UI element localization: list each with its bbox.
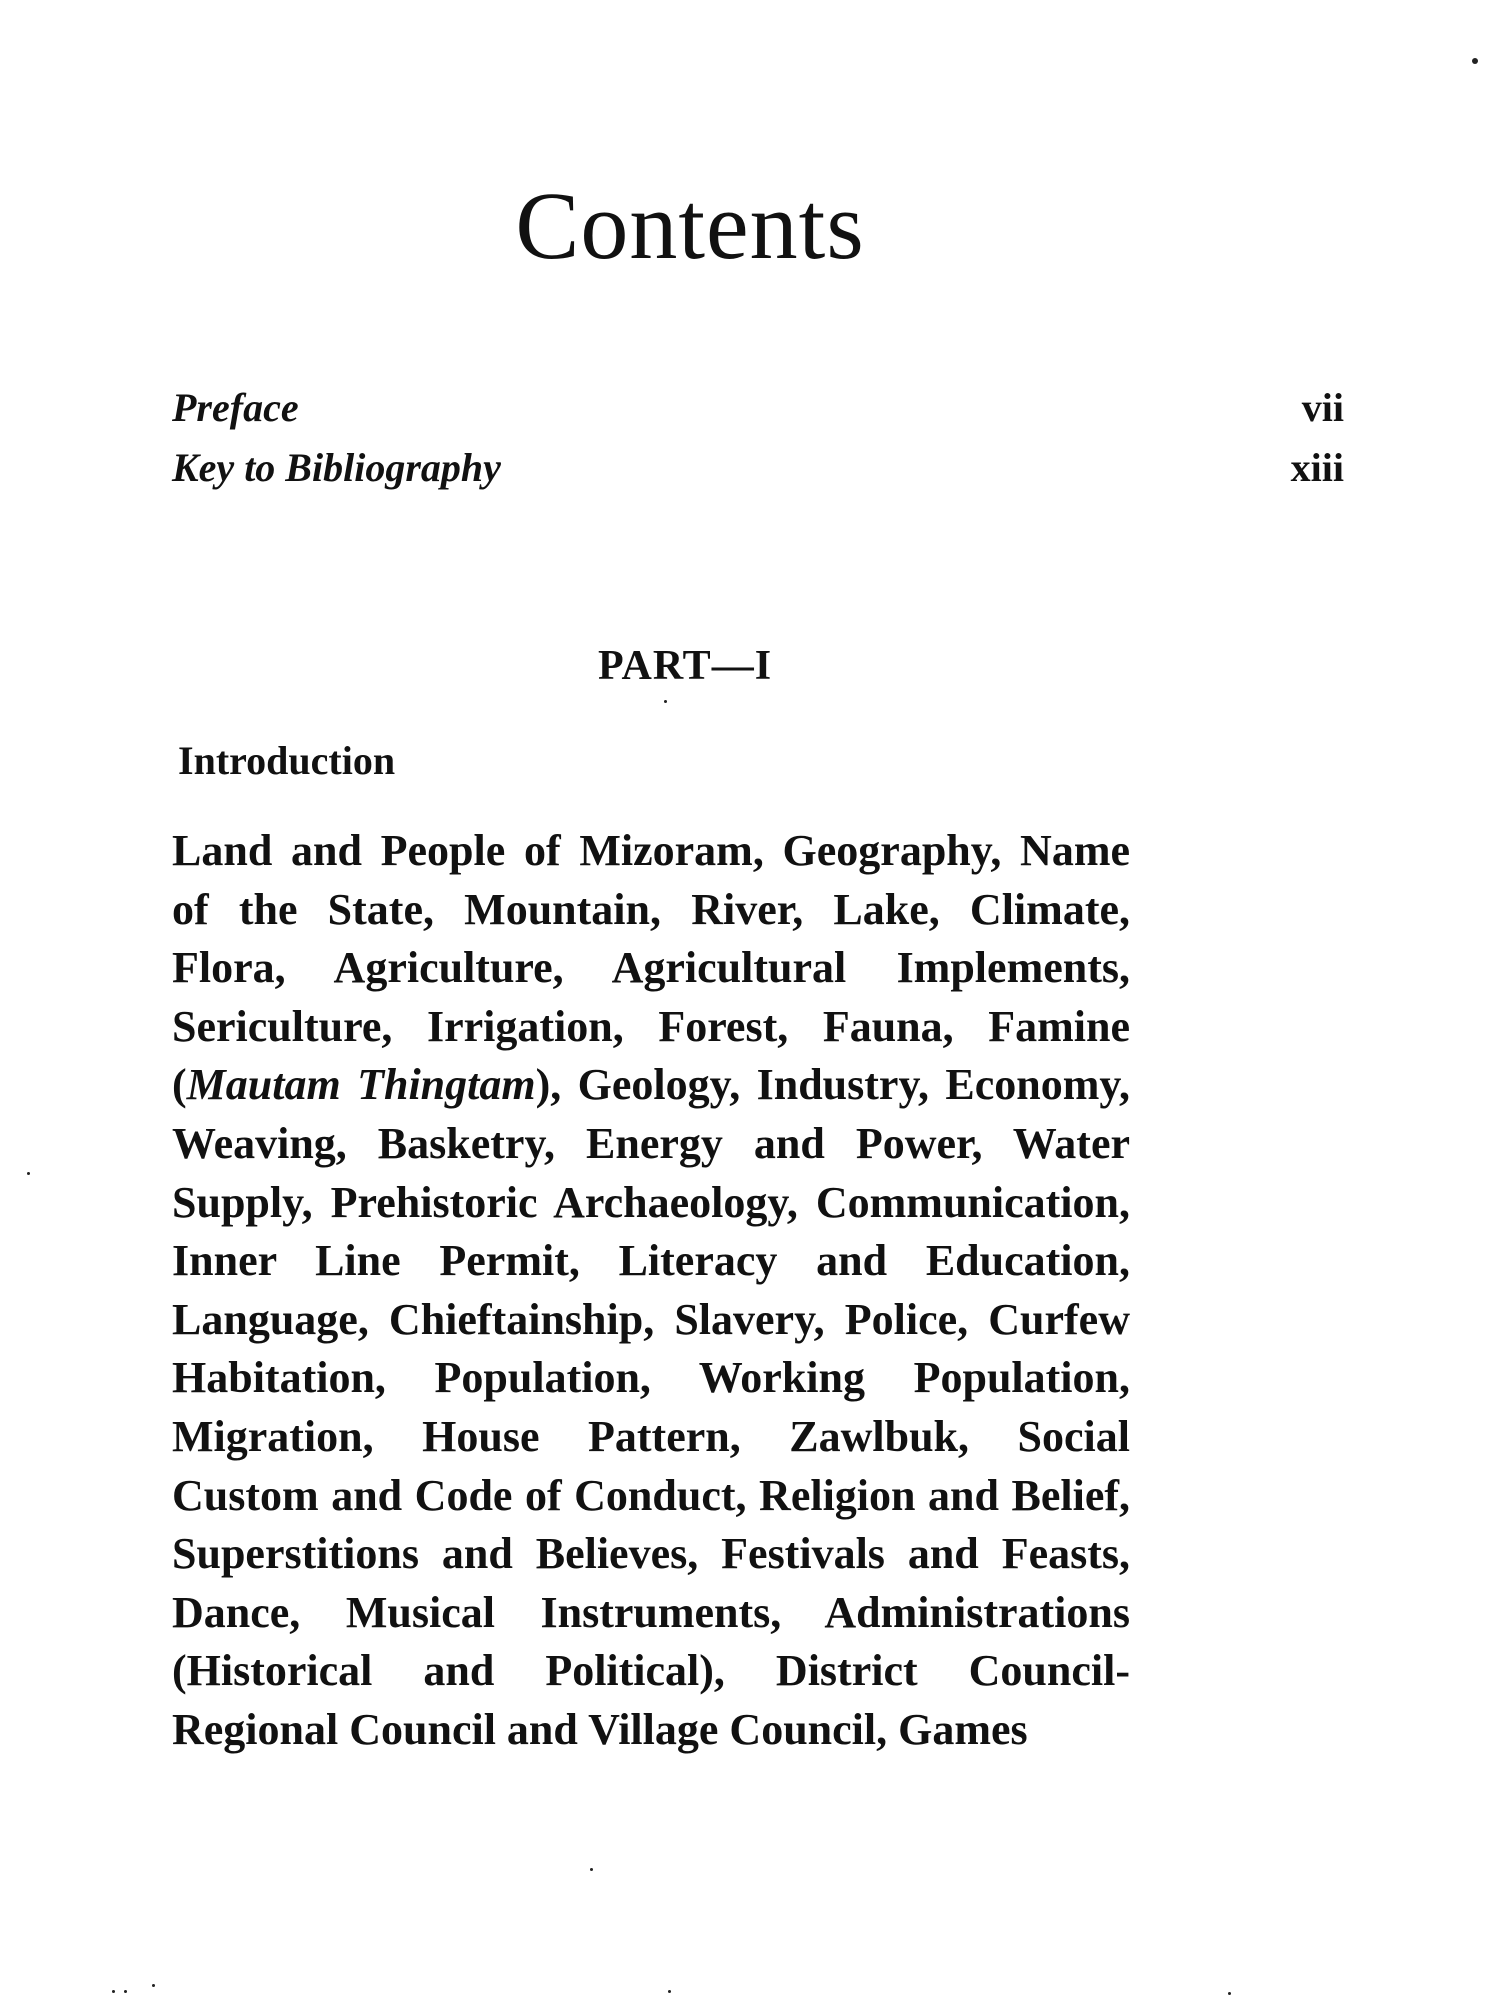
section-heading: Introduction — [178, 738, 396, 783]
scan-speck — [1228, 1992, 1231, 1995]
scan-speck — [664, 700, 667, 703]
scan-speck — [152, 1984, 155, 1987]
scan-speck — [668, 1990, 671, 1993]
scan-speck — [590, 1868, 593, 1871]
topics-text-after-italic: ), Geology, Industry, Economy, Weaving, Basketry, Energy and Power, Water Supply, Prehistoric Archaeology, Communication, Inner Line Permit, Literacy and Education, Language, Chieftainship, Slavery, Police, Curfew Habitation, Population, Working Population, Migration, House Pattern, Zawlbuk, Social Custom and Code of Conduct, Religion and Belief, Superstitions and Believes, Festivals and Feasts, Dance, Musical Instruments, Administrations (Historical and Political), District Council-Regional Council and Village Council, Games — [172, 1060, 1130, 1754]
scan-speck — [1472, 58, 1478, 64]
scan-speck — [112, 1990, 115, 1993]
topics-text-italic: Mautam Thingtam — [186, 1060, 536, 1110]
toc-entry-label: Key to Bibliography — [172, 445, 501, 490]
scan-speck — [27, 1172, 30, 1175]
part-heading: PART—I — [597, 643, 773, 689]
scan-speck — [124, 1990, 127, 1993]
toc-entry-page-number: xiii — [1290, 445, 1344, 490]
page-title: Contents — [515, 172, 865, 279]
toc-entry-page-number: vii — [1301, 385, 1344, 430]
topics-text-before-italic: Land and People of Mizoram, Geography, Name of the State, Mountain, River, Lake, Climate, Flora, Agriculture, Agricultural Implements, Sericulture, Irrigation, Forest, Fauna, Famine ( — [172, 826, 1130, 1110]
toc-entry-label: Preface — [172, 385, 299, 430]
section-topics-paragraph — [172, 822, 1130, 1760]
